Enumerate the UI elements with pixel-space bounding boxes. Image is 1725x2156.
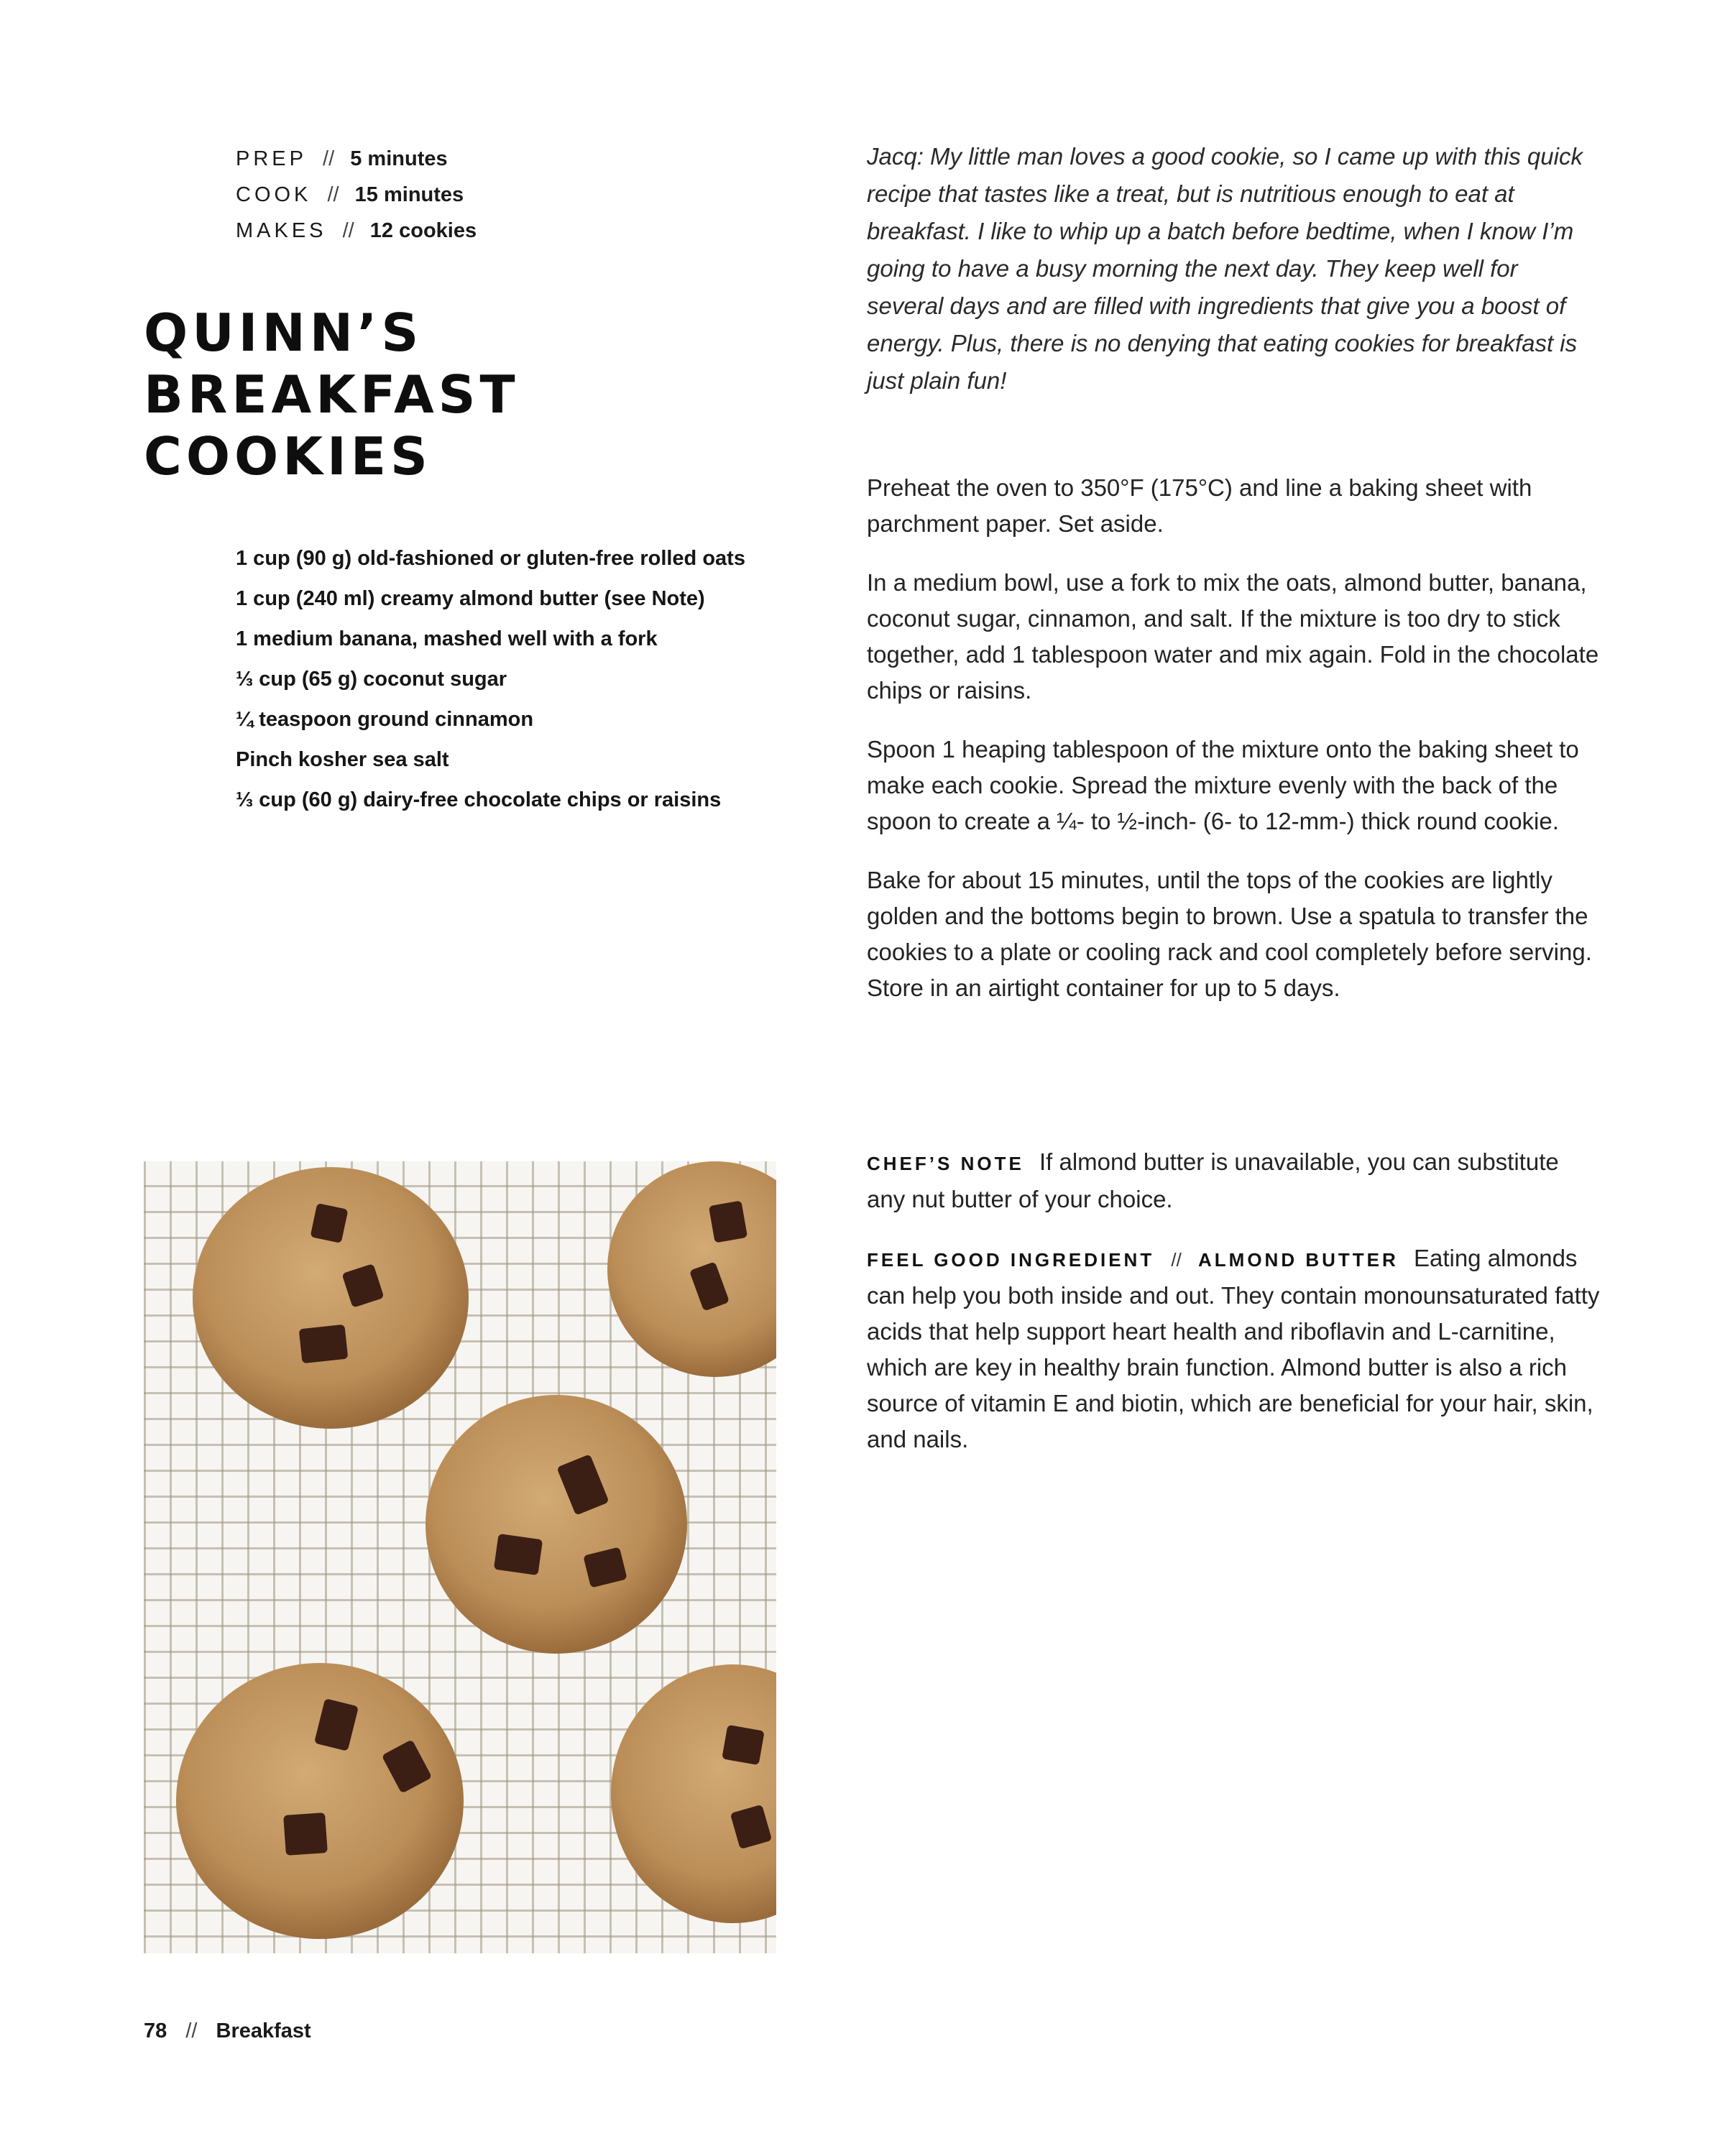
makes-value: 12 cookies xyxy=(369,219,477,242)
cook-separator: // xyxy=(327,183,339,206)
cookie xyxy=(426,1395,687,1654)
cookie xyxy=(176,1663,464,1939)
cook-label: COOK xyxy=(236,183,312,206)
ingredient-item: 1 cup (240 ml) creamy almond butter (see Note) xyxy=(236,587,705,610)
feel-good-ingredient xyxy=(867,1240,1600,1457)
cook-row xyxy=(236,177,477,213)
makes-separator: // xyxy=(342,219,354,242)
title-line-2: BREAKFAST xyxy=(144,364,520,425)
ingredient-item: Pinch kosher sea salt xyxy=(236,748,449,771)
feel-good-label: FEEL GOOD INGREDIENT xyxy=(867,1249,1155,1271)
method-step: Spoon 1 heaping tablespoon of the mixture onto the baking sheet to make each cookie. Spread the mixture evenly with the back of the spoon to create a ¼- to ½-inch- (6- to 12-mm-) thick round cookie. xyxy=(867,736,1579,834)
cookie-photo xyxy=(144,1161,776,1953)
ingredient-item: ⅓ cup (65 g) coconut sugar xyxy=(236,668,507,691)
chefs-note-text: If almond butter is unavailable, you can substitute any nut butter of your choice. xyxy=(867,1148,1559,1212)
method-step: Bake for about 15 minutes, until the tops of the cookies are lightly golden and the bottoms begin to brown. Use a spatula to transfer the cookies to a plate or cooling rack and cool completely before serving. Store in an airtight container for up to 5 days. xyxy=(867,867,1592,1001)
chefs-note-label: CHEF’S NOTE xyxy=(867,1153,1024,1174)
feel-good-separator: // xyxy=(1171,1249,1182,1271)
ingredient-item: 1 cup (90 g) old-fashioned or gluten-free rolled oats xyxy=(236,547,745,570)
feel-good-text: Eating almonds can help you both inside and out. They contain monounsaturated fatty acids that help support heart health and riboflavin and L-carnitine, which are key in healthy brain function. Almond butter is also a rich source of vitamin E and biotin, which are beneficial for your hair, skin, and nails. xyxy=(867,1245,1600,1452)
notes-section xyxy=(867,1144,1600,1480)
makes-label: MAKES xyxy=(236,219,327,242)
ingredient-item: ⅓ cup (60 g) dairy-free chocolate chips or raisins xyxy=(236,788,722,811)
prep-label: PREP xyxy=(236,147,307,170)
page-number: 78 xyxy=(144,2019,167,2042)
title-line-3: COOKIES xyxy=(144,426,432,487)
cook-value: 15 minutes xyxy=(354,183,464,206)
page-footer xyxy=(144,2019,311,2043)
method-step: Preheat the oven to 350°F (175°C) and line a baking sheet with parchment paper. Set aside. xyxy=(867,474,1532,537)
cookie xyxy=(607,1161,776,1377)
cookie xyxy=(611,1664,776,1923)
ingredient-item: 1 medium banana, mashed well with a fork xyxy=(236,627,658,650)
chefs-note xyxy=(867,1144,1600,1217)
ingredient-item: ¼ teaspoon ground cinnamon xyxy=(236,708,534,731)
prep-value: 5 minutes xyxy=(350,147,448,170)
section-name: Breakfast xyxy=(216,2019,311,2042)
method-step: In a medium bowl, use a fork to mix the oats, almond butter, banana, coconut sugar, cinnamon, and salt. If the mixture is too dry to stick together, add 1 tablespoon water and mix again. Fold in the chocolate chips or raisins. xyxy=(867,569,1599,704)
title-line-1: QUINN’S xyxy=(144,303,423,363)
prep-separator: // xyxy=(323,147,335,170)
intro-paragraph: Jacq: My little man loves a good cookie, so I came up with this quick recipe that tastes like a treat, but is nutritious enough to eat at breakfast. I like to whip up a batch before bedtime, when I know I’m going to have a busy morning the next day. They keep well for several days and are filled with ingredients that give you a boost of energy. Plus, there is no denying that eating cookies for breakfast is just plain fun! xyxy=(867,143,1583,394)
makes-row xyxy=(236,213,477,249)
ingredient-list xyxy=(236,545,782,826)
cookie-illustration xyxy=(144,1161,776,1953)
feel-good-ingredient-name: ALMOND BUTTER xyxy=(1198,1249,1399,1271)
recipe-title xyxy=(144,302,604,487)
prep-row xyxy=(236,141,477,177)
footer-separator: // xyxy=(185,2019,198,2042)
method-steps xyxy=(867,470,1600,1029)
recipe-meta xyxy=(236,141,477,249)
cookie xyxy=(193,1167,469,1429)
